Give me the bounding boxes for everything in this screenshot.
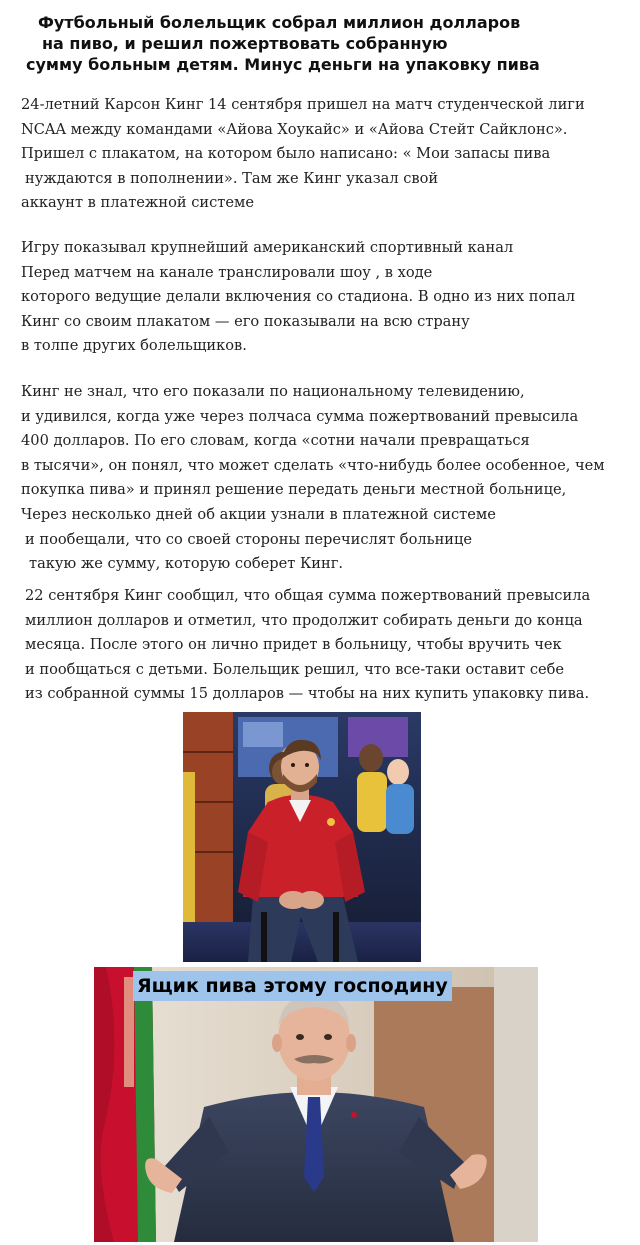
paragraph-line: такую же сумму, которую соберет Кинг. — [29, 555, 344, 573]
meme-caption: Ящик пива этому господину — [133, 971, 452, 1001]
paragraph-line: Пришел с плакатом, на котором было написано: « Мои запасы пива — [21, 145, 551, 163]
article-paragraph — [21, 93, 621, 216]
headline-line: на пиво, и решил пожертвовать собранную — [42, 34, 448, 53]
article-paragraph — [21, 236, 621, 359]
paragraph-line: которого ведущие делали включения со стадиона. В одно из них попал — [21, 288, 575, 306]
paragraph-line: и пообещали, что со своей стороны перечислят больнице — [25, 530, 473, 548]
paragraph-line: миллион долларов и отметил, что продолжит собирать деньги до конца — [25, 611, 583, 629]
paragraph-line: Перед матчем на канале транслировали шоу , в ходе — [21, 263, 433, 281]
paragraph-line: из собранной суммы 15 долларов — чтобы на них купить упаковку пива. — [25, 685, 590, 703]
paragraph-line: 400 долларов. По его словам, когда «сотни начали превращаться — [21, 432, 530, 450]
paragraph-line: в толпе других болельщиков. — [21, 337, 247, 355]
headline-line: сумму больным детям. Минус деньги на упаковку пива — [26, 55, 540, 74]
paragraph-line: нуждаются в пополнении». Там же Кинг указал свой — [25, 169, 439, 187]
paragraph-line: аккаунт в платежной системе — [21, 194, 255, 212]
paragraph-line: в тысячи», он понял, что может сделать «что-нибудь более особенное, чем — [21, 456, 605, 474]
article-paragraph — [21, 380, 621, 577]
paragraph-line: и удивился, когда уже через полчаса сумма пожертвований превысила — [21, 407, 579, 425]
paragraph-line: месяца. После этого он лично придет в больницу, чтобы вручить чек — [25, 636, 562, 654]
paragraph-line: Через несколько дней об акции узнали в платежной системе — [21, 505, 496, 523]
meme-photo — [94, 967, 538, 1242]
paragraph-line: 22 сентября Кинг сообщил, что общая сумма пожертвований превысила — [25, 587, 591, 604]
article-paragraph — [25, 584, 625, 707]
paragraph-line: Игру показывал крупнейший американский спортивный канал — [21, 239, 514, 256]
paragraph-line: покупка пива» и принял решение передать деньги местной больнице, — [21, 481, 567, 499]
headline-line: Футбольный болельщик собрал миллион долларов — [38, 13, 521, 32]
paragraph-line: и пообщаться с детьми. Болельщик решил, что все-таки оставит себе — [25, 660, 565, 678]
paragraph-line: 24-летний Карсон Кинг 14 сентября пришел на матч студенческой лиги — [21, 96, 585, 113]
paragraph-line: Кинг не знал, что его показали по национальному телевидению, — [21, 383, 525, 400]
paragraph-line: NCAA между командами «Айова Хоукайс» и «Айова Стейт Сайклонс». — [21, 120, 568, 138]
headline — [22, 12, 622, 75]
fan-photo — [183, 712, 421, 962]
paragraph-line: Кинг со своим плакатом — его показывали на всю страну — [21, 312, 470, 330]
